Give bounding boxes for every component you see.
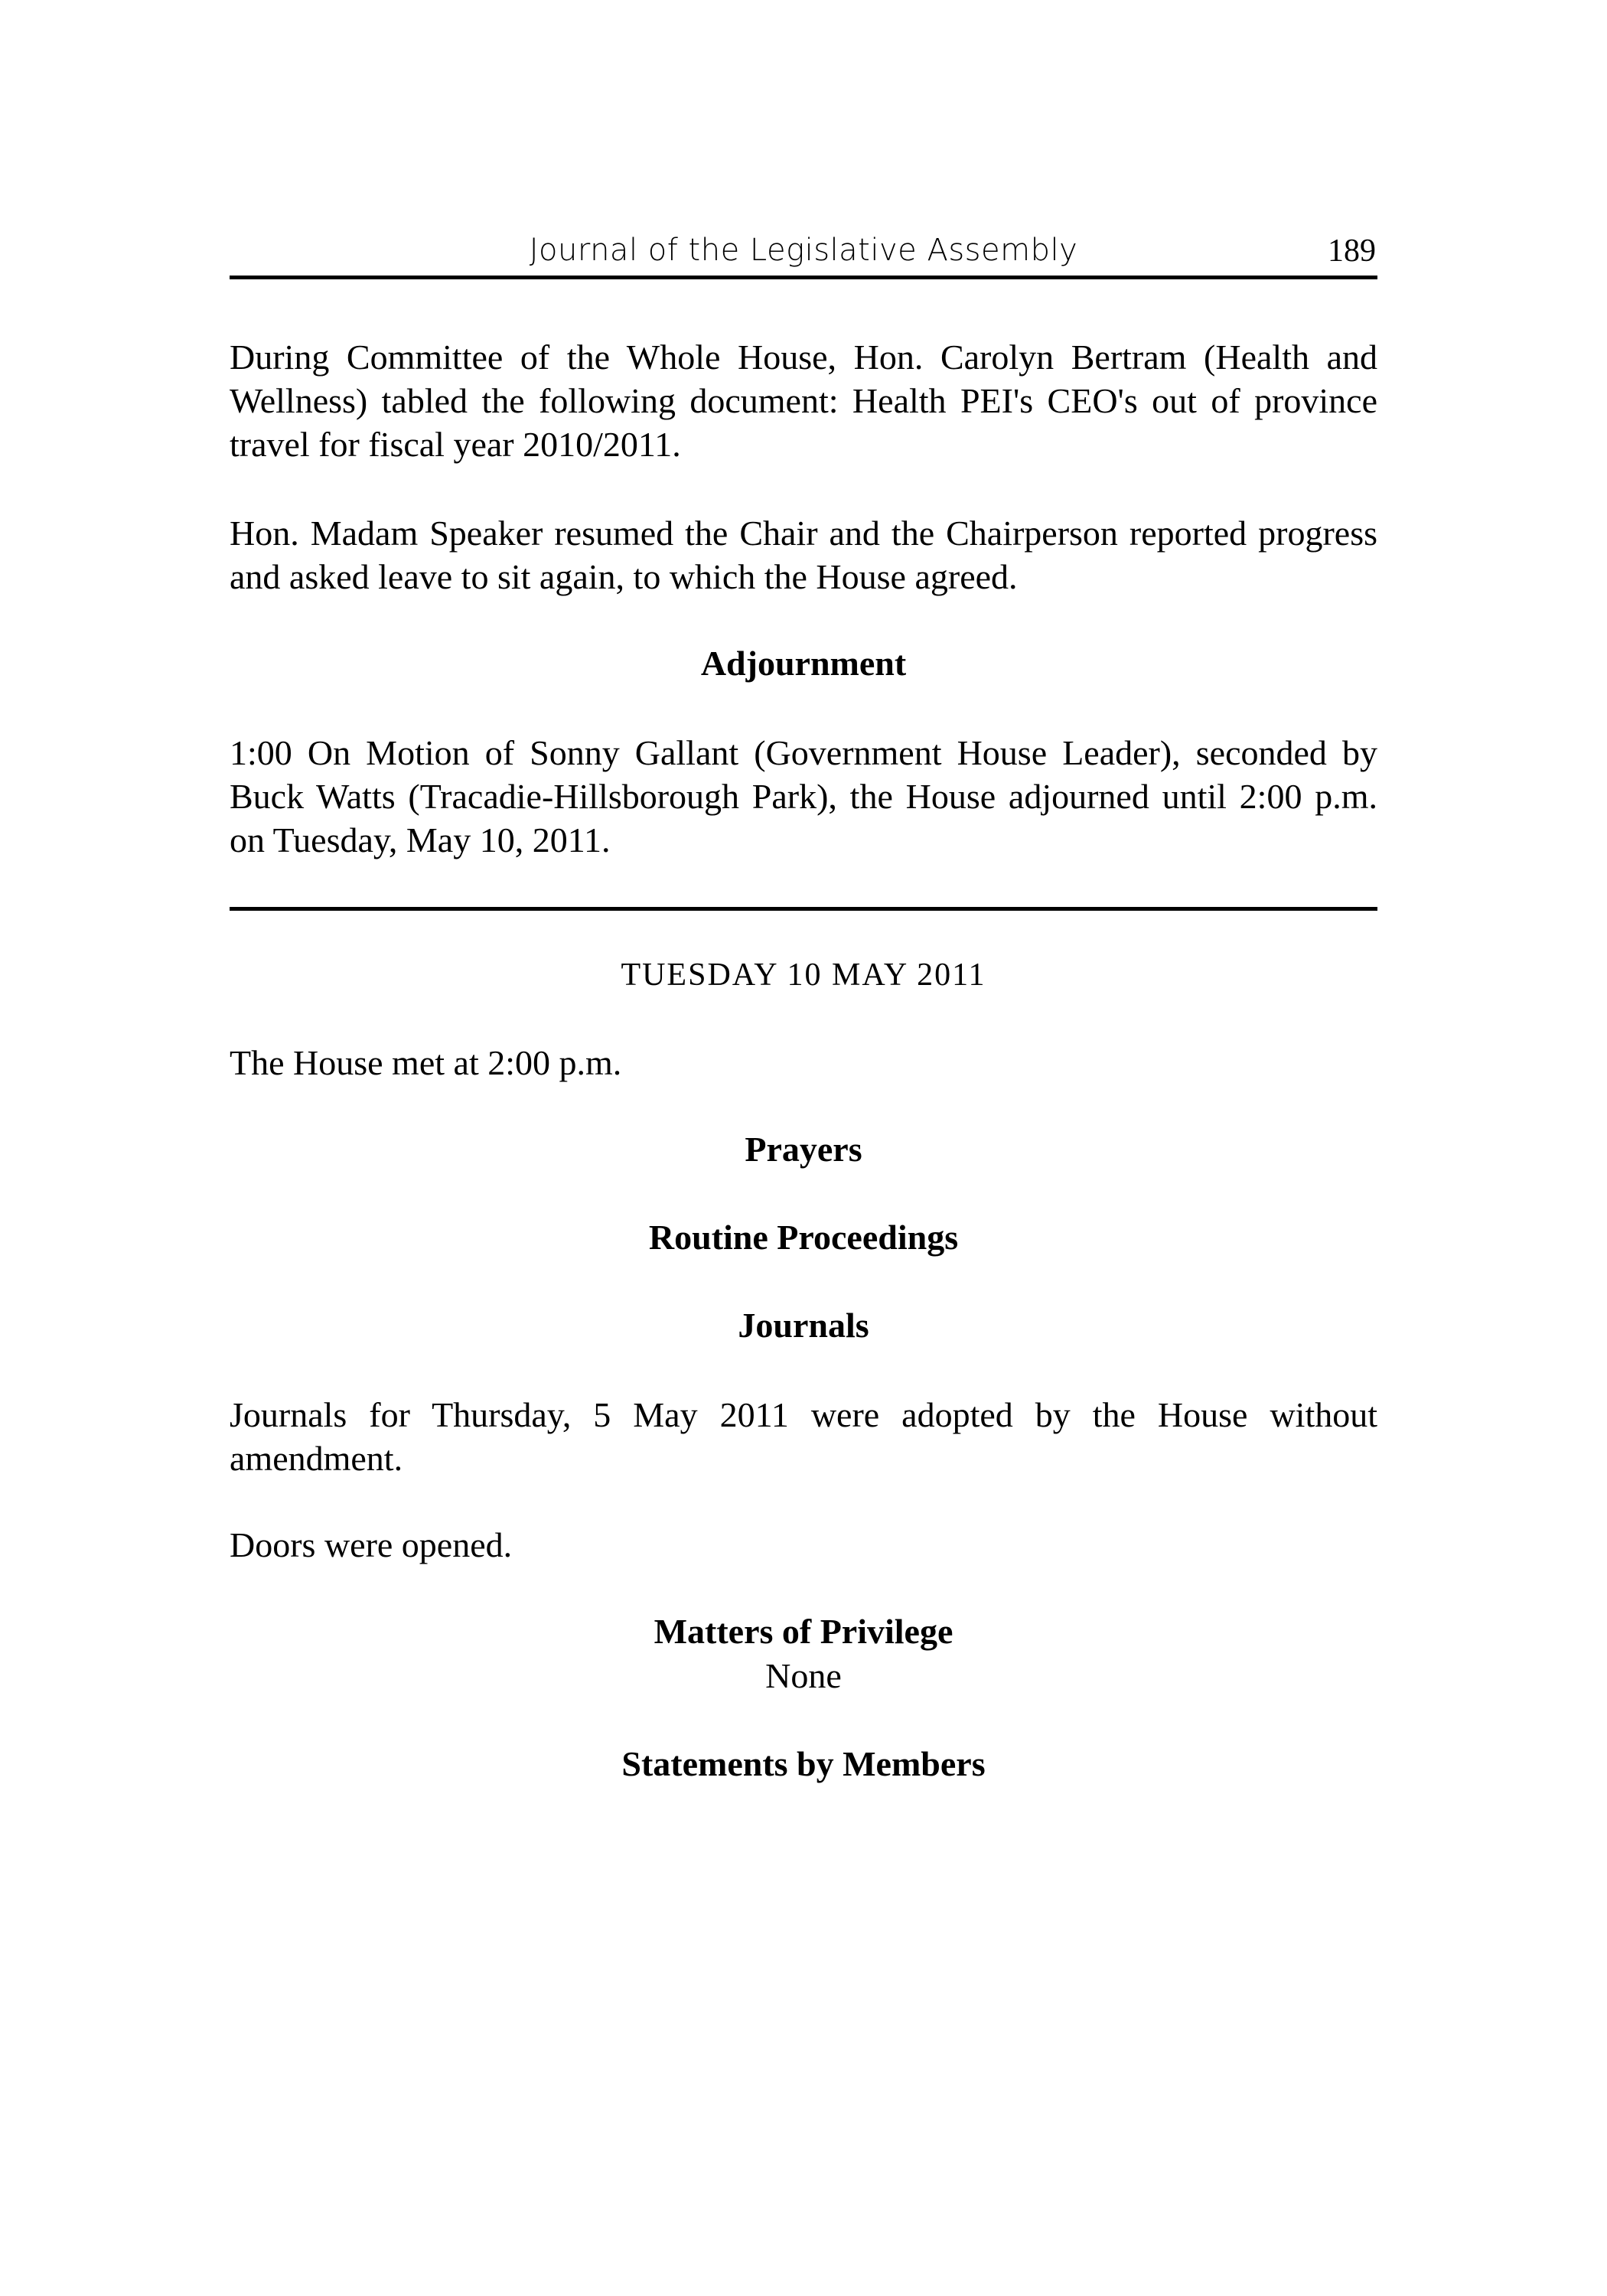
journal-title: Journal of the Legislative Assembly	[529, 233, 1078, 268]
heading-routine-proceedings: Routine Proceedings	[648, 1218, 959, 1257]
journal-page	[230, 0, 1377, 2296]
paragraph-committee-document: During Committee of the Whole House, Hon. Carolyn Bertram (Health and Wellness) tabled the following document: Health PEI's CEO's out of province travel for fiscal year 2010/2011.	[230, 338, 1377, 464]
heading-prayers: Prayers	[745, 1130, 862, 1169]
paragraph-house-met: The House met at 2:00 p.m.	[230, 1043, 622, 1082]
section-divider	[230, 907, 1377, 911]
sitting-date-heading: TUESDAY 10 MAY 2011	[621, 957, 986, 993]
heading-adjournment: Adjournment	[700, 644, 907, 683]
paragraph-adjournment-motion: 1:00 On Motion of Sonny Gallant (Government House Leader), seconded by Buck Watts (Tracadie-Hillsborough Park), the House adjourned until 2:00 p.m. on Tuesday, May 10, 2011.	[230, 733, 1377, 859]
heading-journals: Journals	[738, 1306, 869, 1345]
heading-statements-by-members: Statements by Members	[621, 1744, 986, 1783]
paragraph-doors-opened: Doors were opened.	[230, 1525, 513, 1564]
heading-matters-of-privilege: Matters of Privilege	[654, 1612, 953, 1651]
privilege-none-text: None	[765, 1656, 842, 1695]
paragraph-journals-adopted: Journals for Thursday, 5 May 2011 were adopted by the House without amendment.	[230, 1395, 1377, 1478]
paragraph-speaker-resumed: Hon. Madam Speaker resumed the Chair and the Chairperson reported progress and asked leave to sit again, to which the House agreed.	[230, 514, 1377, 596]
running-header	[230, 230, 1377, 279]
page-number: 189	[1328, 233, 1376, 269]
